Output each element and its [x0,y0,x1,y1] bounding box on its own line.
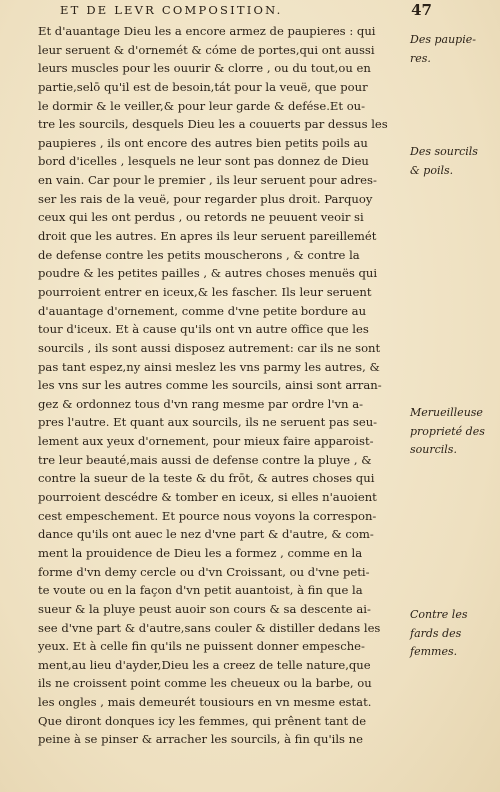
text-line: en vain. Car pour le premier , ils leur seruent pour adres- [38,173,377,188]
text-line: Et d'auantage Dieu les a encore armez de paupieres : qui [38,24,376,38]
body-text [38,22,410,749]
text-line: see d'vne part & d'autre,sans couler & distiller dedans les [38,620,381,635]
text-line: tre leur beauté,mais aussi de defense contre la pluye , & [38,452,372,467]
text-line: paupieres , ils ont encore des autres bien petits poils au [38,135,368,150]
text-line: pres l'autre. Et quant aux sourcils, ils ne seruent pas seu- [38,415,378,430]
margin-note-line: Contre les [410,608,468,621]
margin-note-eyebrows [410,143,498,180]
margin-note-line: Des sourcils [410,145,478,158]
margin-note-line: & poils. [410,163,454,177]
page-header [60,1,432,21]
text-line: leurs muscles pour les ouurir & clorre , ou du tout,ou en [38,61,371,76]
text-line: partie,selō qu'il est de besoin,tát pour la veuë, que pour [38,79,368,94]
text-line: de defense contre les petits mouscherons , & contre la [38,247,360,262]
margin-note-line: sourcils. [410,443,457,457]
text-line: ceux qui les ont perdus , ou retords ne peuuent veoir si [38,210,364,225]
text-line: les vns sur les autres comme les sourcils, ainsi sont arran- [38,378,382,393]
text-line: le dormir & le veiller,& pour leur garde & defése.Et ou- [38,98,366,113]
text-line: leur seruent & d'ornemét & cóme de portes,qui ont aussi [38,42,375,57]
margin-note-eyebrow-property [410,404,498,460]
text-line: yeux. Et à celle fin qu'ils ne puissent donner empesche- [38,639,365,654]
text-line: dance qu'ils ont auec le nez d'vne part & d'autre, & com- [38,527,374,542]
margin-note-line: femmes. [410,645,458,659]
margin-note-line: fards des [410,626,462,640]
text-line: pas tant espez,ny ainsi meslez les vns parmy les autres, & [38,359,380,374]
text-line: ment,au lieu d'ayder,Dieu les a creez de telle nature,que [38,657,371,672]
text-line: d'auantage d'ornement, comme d'vne petite bordure au [38,303,367,318]
margin-note-cosmetics [410,606,498,662]
text-line: les ongles , mais demeurét tousiours en vn mesme estat. [38,695,372,710]
text-line: sueur & la pluye peust auoir son cours & sa descente ai- [38,601,371,616]
text-line: tour d'iceux. Et à cause qu'ils ont vn autre office que les [38,322,369,337]
text-line: droit que les autres. En apres ils leur seruent pareillemét [38,229,377,244]
text-line: te voute ou en la façon d'vn petit auantoist, à fin que la [38,583,363,598]
text-line: ment la prouidence de Dieu les a formez , comme en la [38,545,363,560]
text-line: ser les rais de la veuë, pour regarder plus droit. Parquoy [38,191,373,206]
margin-note-line: Merueilleuse [410,406,483,419]
margin-note-line: res. [410,51,431,65]
text-line: lement aux yeux d'ornement, pour mieux faire apparoist- [38,434,374,449]
margin-note-line: proprieté des [410,424,485,438]
text-line: gez & ordonnez tous d'vn rang mesme par ordre l'vn a- [38,396,364,411]
text-line: sourcils , ils sont aussi disposez autrement: car ils ne sont [38,340,381,355]
text-line: tre les sourcils, desquels Dieu les a couuerts par dessus les [38,117,388,132]
text-line: cest empeschement. Et pource nous voyons la correspon- [38,508,377,523]
text-line: bord d'icelles , lesquels ne leur sont pas donnez de Dieu [38,154,369,169]
text-line: pourroient entrer en iceux,& les fascher. Ils leur seruent [38,284,372,299]
running-title: ET DE LEVR COMPOSITION. [60,3,283,17]
text-line: forme d'vn demy cercle ou d'vn Croissant, ou d'vne peti- [38,564,370,579]
text-line: pourroient descédre & tomber en iceux, si elles n'auoient [38,490,377,505]
text-line: contre la sueur de la teste & du frōt, & autres choses qui [38,471,375,486]
text-line: ils ne croissent point comme les cheueux ou la barbe, ou [38,676,372,691]
text-line: Que diront donques icy les femmes, qui prênent tant de [38,713,367,728]
margin-note-eyelids [410,31,498,68]
page-number: 47 [411,1,432,19]
text-line: peine à se pinser & arracher les sourcils, à fin qu'ils ne [38,732,364,747]
margin-note-line: Des paupie- [410,33,476,46]
text-line: poudre & les petites pailles , & autres choses menuës qui [38,266,378,281]
